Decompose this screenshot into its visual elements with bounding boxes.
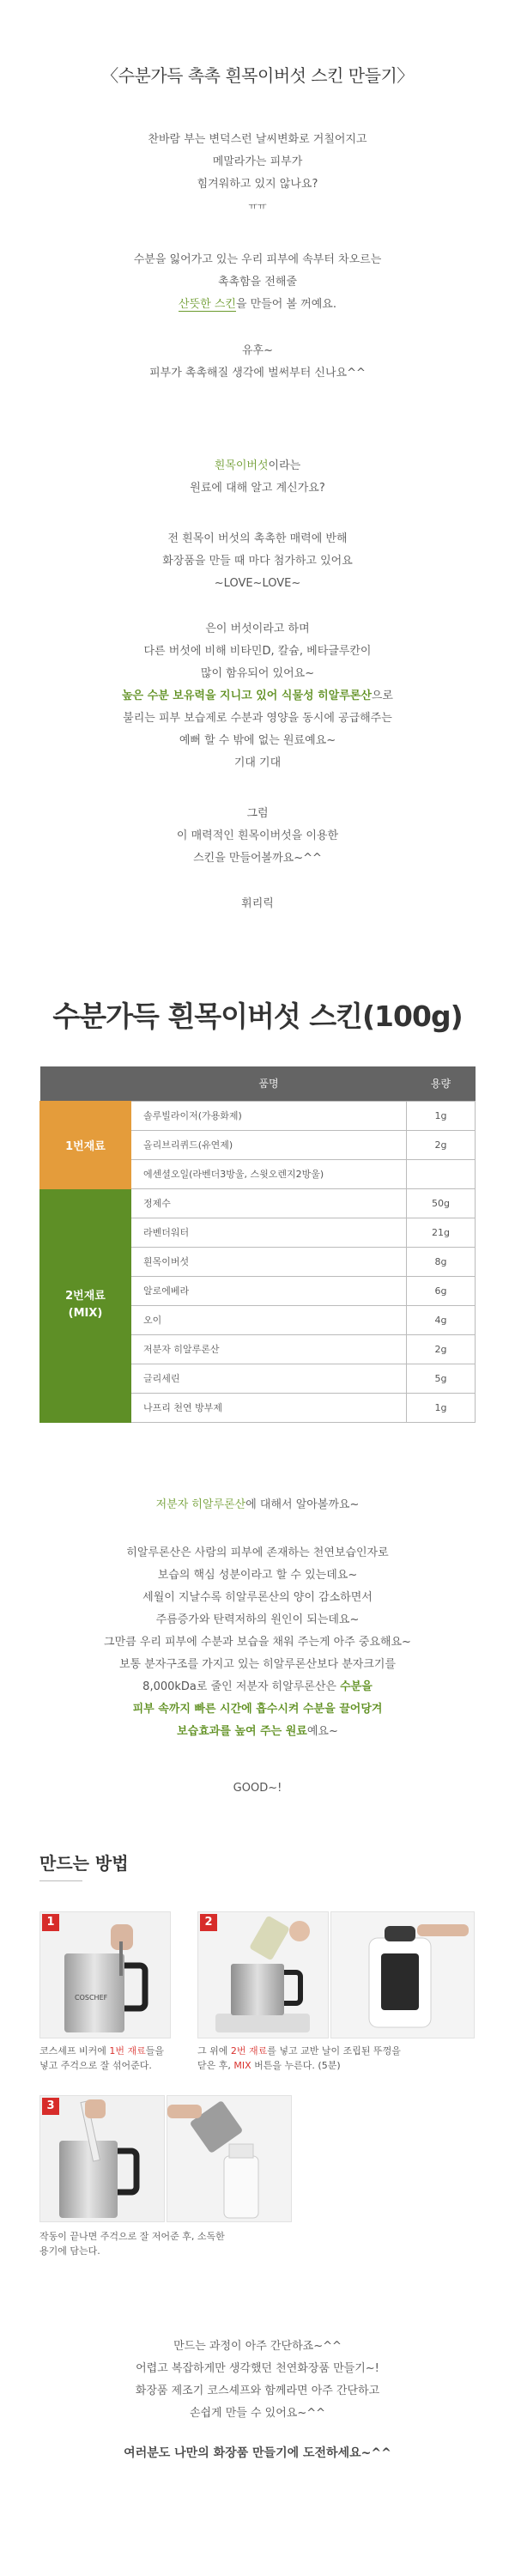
ingredient-amount: 2g	[407, 1130, 476, 1159]
how-title: 만드는 방법	[39, 1853, 129, 1874]
ingredient-amount: 8g	[407, 1247, 476, 1276]
text-line	[0, 294, 515, 316]
text-span: 예요~	[306, 1725, 338, 1738]
text-line: 원료에 대해 알고 계신가요?	[190, 482, 325, 495]
text-span: 으로	[371, 690, 393, 702]
ingredient-name: 글리세린	[131, 1364, 407, 1393]
ingredient-amount	[407, 1159, 476, 1188]
text-line: 주름증가와 탄력저하의 원인이 되는데요~	[155, 1613, 360, 1626]
text-line: 보습의 핵심 성분이라고 할 수 있는데요~	[157, 1569, 358, 1582]
caption-line: 용기에 담는다.	[39, 2245, 100, 2257]
step2-illustration-2	[331, 1912, 475, 2038]
ingredient-name: 정제수	[131, 1188, 407, 1218]
text-line: 다른 버섯에 비해 비타민D, 칼슘, 베타글루칸이	[143, 645, 372, 658]
text-line: 그만큼 우리 피부에 수분과 보습을 채워 주는게 아주 중요해요~	[104, 1636, 411, 1649]
ingredient-name: 알로에베라	[131, 1276, 407, 1305]
ingredient-amount: 1g	[407, 1101, 476, 1130]
text-line	[0, 1698, 515, 1721]
step3-illustration-2	[167, 2096, 292, 2222]
cup-brand-text: COSCHEF	[75, 1994, 108, 2002]
ingredient-name: 저분자 히알루론산	[131, 1334, 407, 1364]
text-line: 휘리릭	[241, 897, 274, 910]
intro-paragraph-5	[0, 528, 515, 595]
text-line	[0, 1676, 515, 1698]
intro-title-wrap	[0, 62, 515, 87]
ingredient-amount: 5g	[407, 1364, 476, 1393]
text-line: 은이 버섯이라고 하며	[205, 623, 310, 635]
text-line: ~LOVE~LOVE~	[214, 577, 301, 590]
highlight-text: 수분을	[340, 1680, 373, 1693]
intro-paragraph-8	[0, 893, 515, 915]
ingredient-amount: 2g	[407, 1334, 476, 1364]
highlight-text: 1번 재료	[109, 2045, 146, 2057]
highlight-text: 2번 재료	[230, 2045, 268, 2057]
final-message: 여러분도 나만의 화장품 만들기에 도전하세요~^^	[124, 2446, 391, 2460]
step1-caption	[39, 2044, 164, 2073]
text-line: GOOD~!	[233, 1782, 282, 1795]
divider	[39, 1880, 82, 1881]
text-line: 불리는 피부 보습제로 수분과 영양을 동시에 공급해주는	[123, 712, 392, 725]
ingredient-name: 나프리 천연 방부제	[131, 1393, 407, 1422]
text-line	[0, 1494, 515, 1516]
outro-final-wrap	[0, 2442, 515, 2464]
table-header-amount: 용량	[407, 1066, 476, 1101]
text-line: 스킨을 만들어볼까요~^^	[193, 852, 322, 865]
highlight-text: 높은 수분 보유력을 지니고 있어 식물성 히알루론산	[122, 690, 372, 702]
text-line: 보통 분자구조를 가지고 있는 히알루론산보다 분자크기를	[118, 1658, 397, 1671]
recipe-title-wrap	[0, 994, 515, 1035]
group-label-line: (MIX)	[68, 1307, 103, 1320]
ingredient-amount: 6g	[407, 1276, 476, 1305]
step2-illustration-1	[198, 1912, 329, 2038]
table-header-name: 품명	[131, 1066, 407, 1101]
text-span: 를 넣고 교반 날이 조립된 뚜껑을	[267, 2045, 401, 2057]
step2-photo-2	[330, 1911, 475, 2038]
text-line: 촉촉함을 전해줄	[217, 276, 298, 289]
text-line: 힘겨워하고 있지 않나요?	[197, 178, 318, 191]
highlight-text: 산뜻한 스킨	[179, 298, 236, 311]
highlight-text: 저분자 히알루론산	[155, 1498, 246, 1511]
text-line: 손쉽게 만들 수 있어요~^^	[189, 2407, 326, 2420]
hyaluronic-intro	[0, 1494, 515, 1516]
text-line: 화장품 제조기 코스셰프와 함께라면 아주 간단하고	[135, 2385, 380, 2397]
text-line: 히알루론산은 사람의 피부에 존재하는 천연보습인자로	[126, 1546, 389, 1559]
highlight-text: MIX	[233, 2060, 251, 2071]
step-number-badge: 1	[42, 1914, 59, 1931]
ingredient-amount: 1g	[407, 1393, 476, 1422]
highlight-text: 피부 속까지 빠른 시간에 흡수시켜 수분을 끌어당겨	[132, 1703, 383, 1716]
good-wrap	[0, 1777, 515, 1800]
text-line: 피부가 촉촉해질 생각에 벌써부터 신나요^^	[149, 367, 366, 380]
step-number-badge: 3	[42, 2098, 59, 2115]
text-line: 수분을 잃어가고 있는 우리 피부에 속부터 차오르는	[133, 253, 382, 266]
ingredient-amount: 21g	[407, 1218, 476, 1247]
ingredient-name: 흰목이버섯	[131, 1247, 407, 1276]
table-header-row	[40, 1066, 476, 1101]
step2-caption	[197, 2044, 401, 2073]
outro-paragraph	[0, 2336, 515, 2425]
caption-line	[197, 2058, 401, 2073]
text-line: 이 매력적인 흰목이버섯을 이용한	[176, 829, 339, 842]
ingredient-name: 에센셜오일(라벤더3방울, 스윗오렌지2방울)	[131, 1159, 407, 1188]
text-span: 버튼을 누른다. (5분)	[251, 2060, 341, 2071]
text-line: 전 흰목이 버섯의 촉촉한 매력에 반해	[167, 532, 348, 545]
recipe-title: 수분가득 흰목이버섯 스킨(100g)	[52, 999, 463, 1033]
intro-paragraph-2	[0, 249, 515, 316]
step3-photo-1	[39, 2095, 165, 2222]
text-span: 들을	[145, 2045, 165, 2057]
intro-paragraph-6	[0, 618, 515, 775]
table-row	[40, 1188, 476, 1218]
hyaluronic-paragraph	[0, 1542, 515, 1743]
caption-line: 작동이 끝나면 주걱으로 잘 저어준 후, 소독한	[39, 2231, 225, 2242]
text-line: 그럼	[246, 807, 269, 820]
step3-photo-2	[167, 2095, 292, 2222]
table-header-group	[40, 1066, 131, 1101]
step-number-badge: 2	[200, 1914, 217, 1931]
ingredient-name: 솔루빌라이저(가용화제)	[131, 1101, 407, 1130]
highlight-text: 흰목이버섯	[214, 459, 269, 472]
step1-photo	[39, 1911, 171, 2038]
text-span: 닫은 후,	[197, 2060, 234, 2071]
ingredient-name: 오이	[131, 1305, 407, 1334]
text-span: 그 위에	[197, 2045, 231, 2057]
table-row	[40, 1101, 476, 1130]
ingredient-amount: 50g	[407, 1188, 476, 1218]
caption-line	[197, 2044, 401, 2058]
text-span: 을 만들어 볼 꺼예요.	[235, 298, 336, 311]
text-line: 만드는 과정이 아주 간단하죠~^^	[173, 2340, 342, 2353]
ingredient-name: 올리브리퀴드(유연제)	[131, 1130, 407, 1159]
text-line: 예뻐 할 수 밖에 없는 원료예요~	[179, 734, 336, 747]
text-span: 8,000kDa로 줄인 저분자 히알루론산은	[142, 1680, 341, 1693]
intro-paragraph-3	[0, 340, 515, 385]
intro-paragraph-7	[0, 803, 515, 870]
text-line: 기대 기대	[233, 756, 282, 769]
text-line	[0, 455, 515, 477]
text-line: 유후~	[241, 344, 273, 357]
text-line: 어렵고 복잡하게만 생각했던 천연화장품 만들기~!	[136, 2362, 379, 2375]
ingredient-amount: 4g	[407, 1305, 476, 1334]
ingredient-name: 라벤더워터	[131, 1218, 407, 1247]
text-span: 이라는	[268, 459, 301, 472]
text-span: 코스셰프 비커에	[39, 2045, 110, 2057]
caption-line: 넣고 주걱으로 잘 섞어준다.	[39, 2060, 152, 2071]
step1-illustration	[40, 1912, 171, 2038]
text-line	[0, 685, 515, 708]
text-line: 메말라가는 피부가	[212, 155, 303, 168]
text-line: 세월이 지날수록 히알루론산의 양이 감소하면서	[142, 1591, 373, 1604]
step3-caption	[39, 2229, 225, 2258]
text-line: ㅠㅠ	[248, 201, 267, 212]
text-span: 에 대해서 알아볼까요~	[245, 1498, 360, 1511]
intro-paragraph-1	[0, 129, 515, 218]
text-line: 찬바람 부는 변덕스런 날씨변화로 거칠어지고	[148, 133, 367, 146]
text-line: 화장품을 만들 때 마다 첨가하고 있어요	[162, 555, 353, 568]
caption-line	[39, 2044, 164, 2058]
group-label	[40, 1188, 131, 1422]
highlight-text: 보습효과를 높여 주는 원료	[177, 1725, 307, 1738]
text-line: 많이 함유되어 있어요~	[200, 667, 315, 680]
recipe-table	[39, 1066, 476, 1423]
step2-photo-1	[197, 1911, 329, 2038]
group-label: 1번재료	[40, 1101, 131, 1188]
intro-paragraph-4	[0, 455, 515, 500]
step3-illustration-1	[40, 2096, 165, 2222]
page-title: 〈수분가득 촉촉 흰목이버섯 스킨 만들기〉	[101, 65, 414, 86]
group-label-line: 2번재료	[65, 1290, 106, 1303]
text-line	[0, 1721, 515, 1743]
